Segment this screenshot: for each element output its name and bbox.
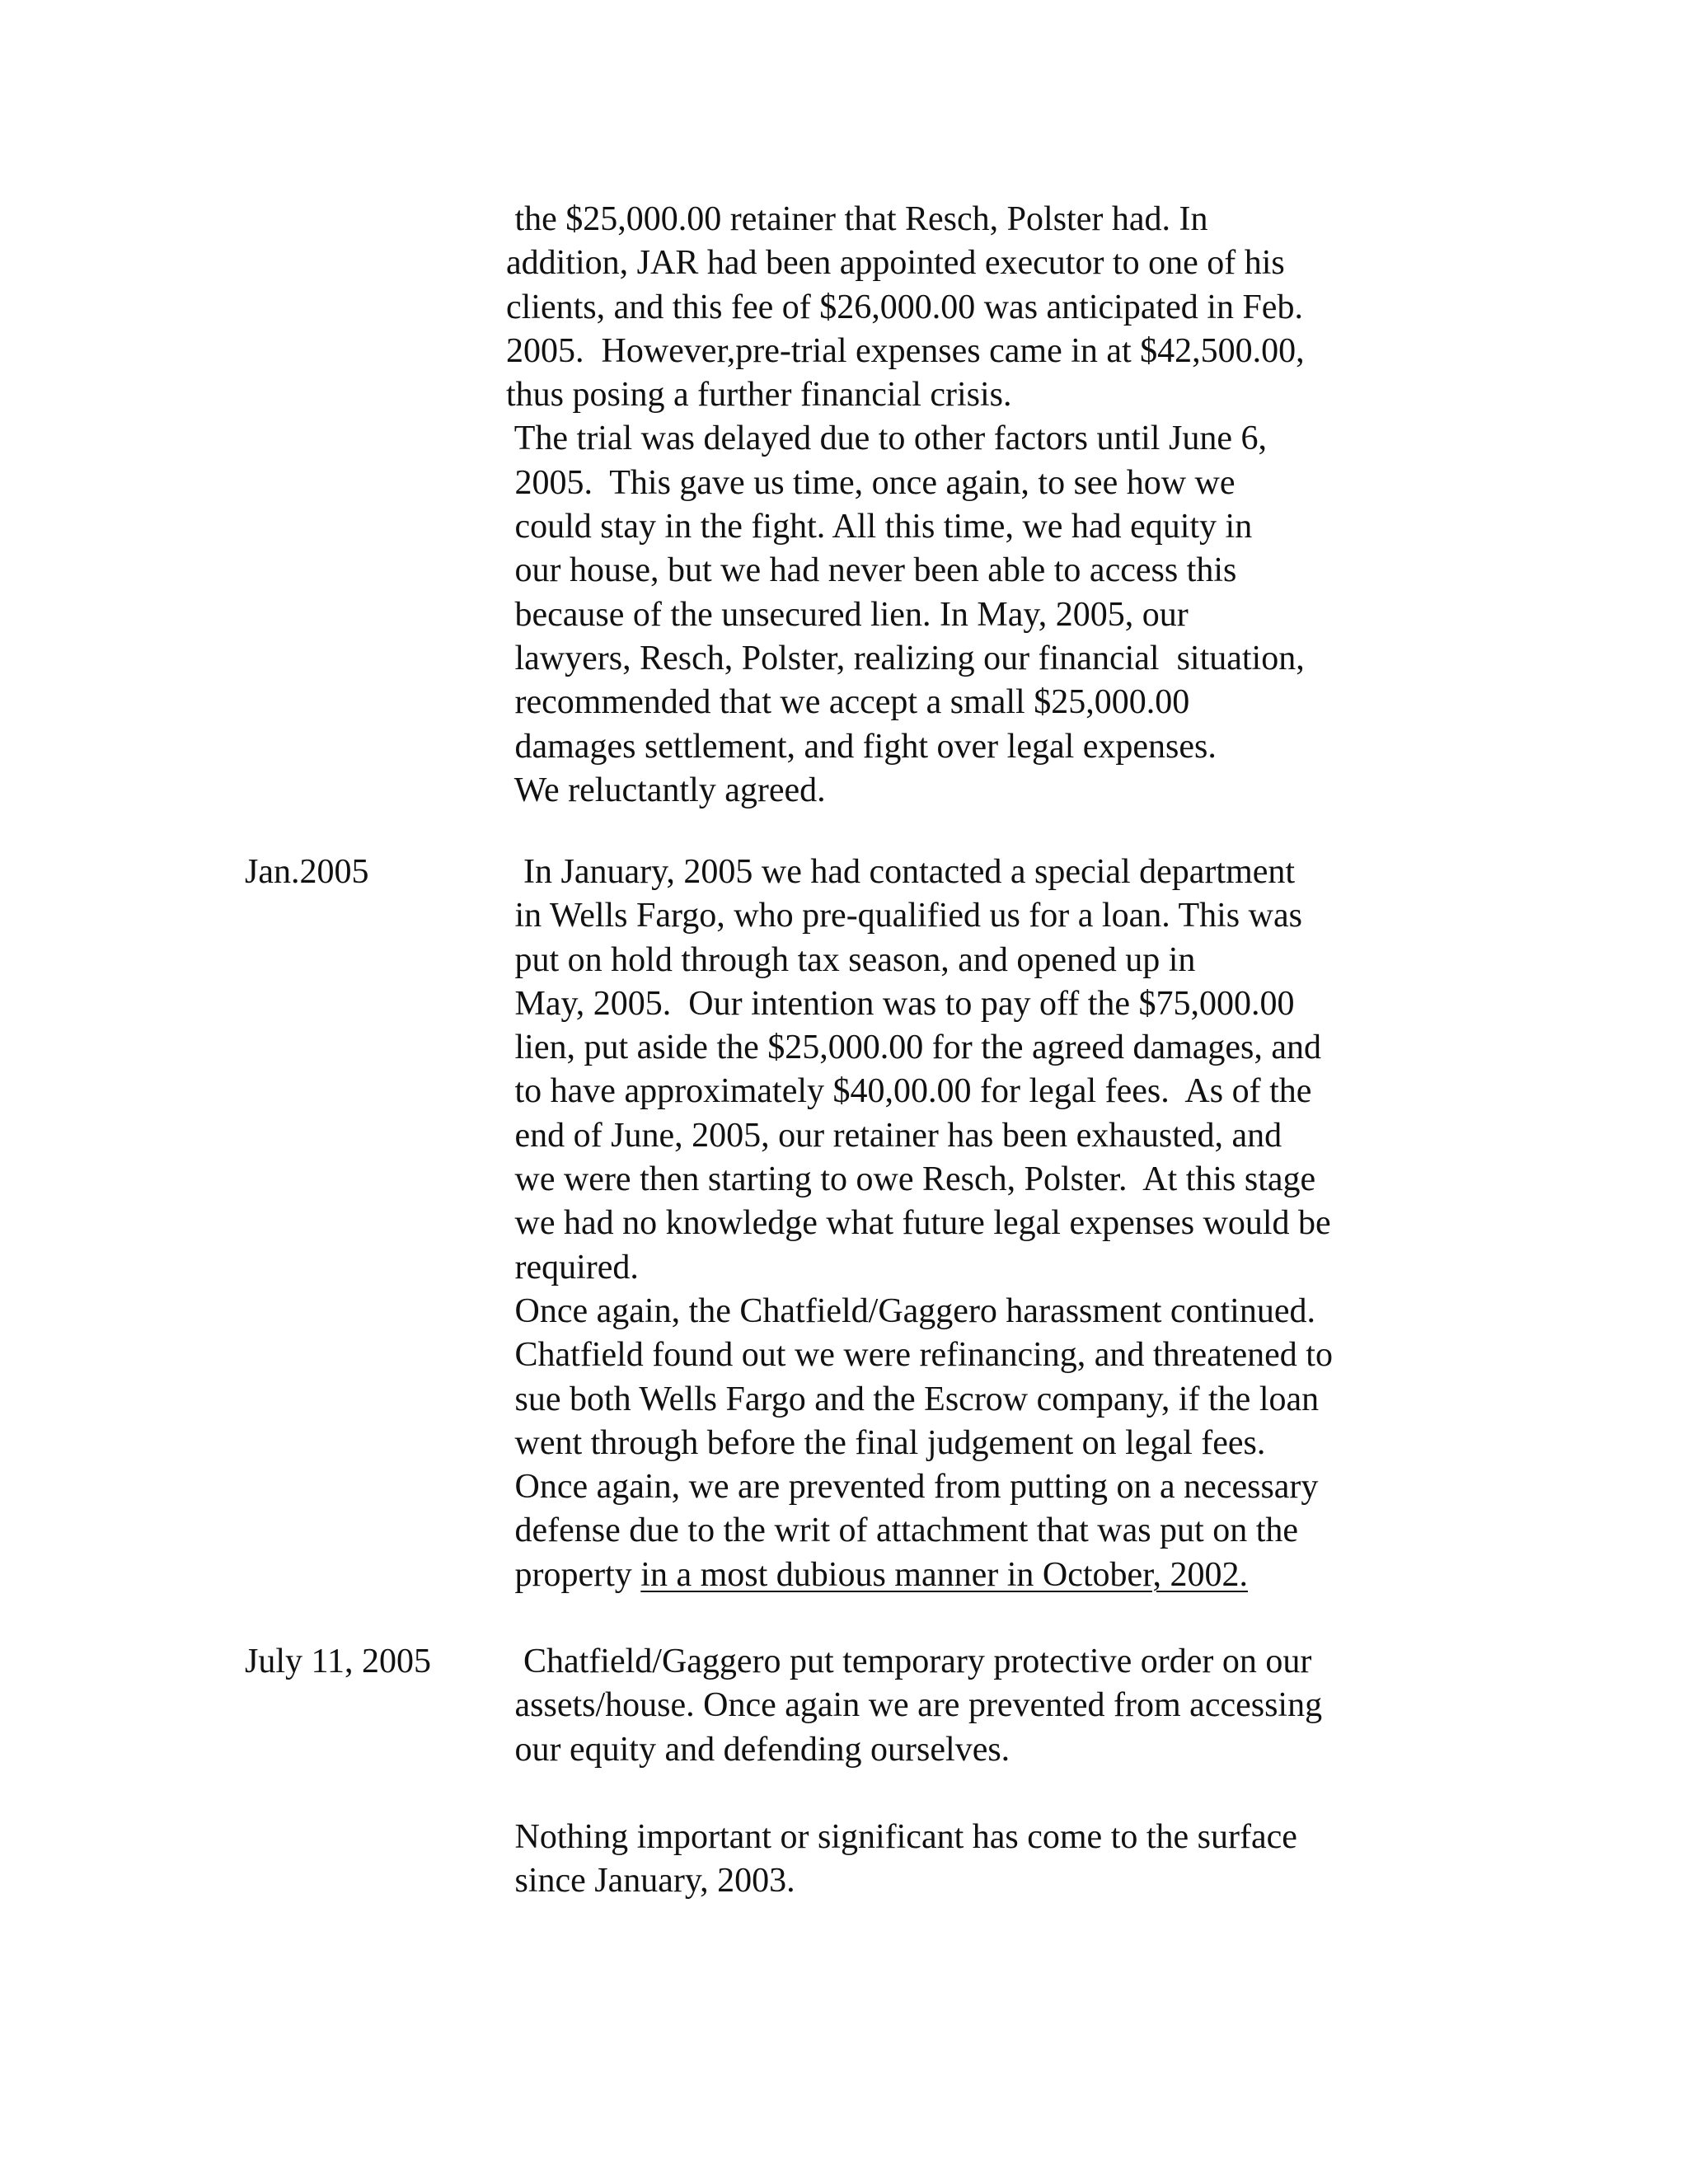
text-line: Chatfield/Gaggero put temporary protective order on our (506, 1643, 1312, 1680)
entry-text (506, 198, 1495, 813)
text-line: thus posing a further financial crisis. (506, 376, 1012, 415)
entry-date: July 11, 2005 (245, 1643, 431, 1680)
text-line: 2005. This gave us time, once again, to see how we (506, 463, 1236, 502)
text-line: end of June, 2005, our retainer has been exhausted, and (506, 1116, 1282, 1155)
entry-date: Jan.2005 (245, 853, 369, 891)
text-line: In January, 2005 we had contacted a special department (506, 853, 1296, 891)
text-line: because of the unsecured lien. In May, 2005, our (506, 595, 1189, 634)
entry-text (506, 1816, 1495, 1904)
underlined-text: in a most dubious manner in October, 2002. (640, 1555, 1248, 1594)
entry-text (506, 851, 1495, 1597)
text-line: required. (506, 1248, 639, 1286)
text-line: Once again, we are prevented from putting on a necessary (506, 1468, 1319, 1507)
text-line: the $25,000.00 retainer that Resch, Polster had. In (506, 200, 1208, 238)
text-line: in Wells Fargo, who pre-qualified us for a loan. This was (506, 897, 1302, 935)
text-line: assets/house. Once again we are prevented from accessing (506, 1686, 1323, 1725)
text-line-prefix: property (506, 1555, 641, 1594)
text-line: Chatfield found out we were refinancing, and threatened to (506, 1336, 1333, 1375)
text-line: addition, JAR had been appointed executor to one of his (506, 244, 1285, 283)
text-line: we had no knowledge what future legal expenses would be (506, 1204, 1331, 1243)
text-line: our equity and defending ourselves. (506, 1730, 1010, 1769)
text-line: clients, and this fee of $26,000.00 was anticipated in Feb. (506, 288, 1303, 326)
text-line: since January, 2003. (506, 1862, 795, 1900)
text-line: defense due to the writ of attachment that was put on the (506, 1511, 1299, 1550)
text-line: We reluctantly agreed. (506, 771, 826, 809)
text-line: recommended that we accept a small $25,000.00 (506, 683, 1190, 722)
text-line: 2005. However,pre-trial expenses came in at $42,500.00, (506, 331, 1305, 370)
text-line: sue both Wells Fargo and the Escrow company, if the loan (506, 1380, 1320, 1418)
text-line: to have approximately $40,00.00 for legal fees. As of the (506, 1072, 1312, 1111)
text-line: our house, but we had never been able to access this (506, 551, 1237, 590)
text-line: put on hold through tax season, and opened up in (506, 940, 1196, 979)
text-line: lawyers, Resch, Polster, realizing our financial situation, (506, 639, 1305, 677)
text-line: The trial was delayed due to other factors until June 6, (506, 419, 1267, 458)
text-line: Once again, the Chatfield/Gaggero harassment continued. (506, 1291, 1315, 1330)
text-line: lien, put aside the $25,000.00 for the agreed damages, and (506, 1029, 1322, 1067)
text-line: could stay in the fight. All this time, we had equity in (506, 508, 1253, 546)
text-line: we were then starting to owe Resch, Polster. At this stage (506, 1160, 1316, 1199)
entry-text (506, 1640, 1495, 1772)
text-line: Nothing important or significant has come to the surface (506, 1818, 1297, 1856)
text-line: damages settlement, and fight over legal expenses. (506, 727, 1217, 766)
text-line: went through before the final judgement on legal fees. (506, 1423, 1266, 1462)
text-line: May, 2005. Our intention was to pay off the $75,000.00 (506, 984, 1295, 1023)
text-line-final (506, 1554, 1495, 1597)
